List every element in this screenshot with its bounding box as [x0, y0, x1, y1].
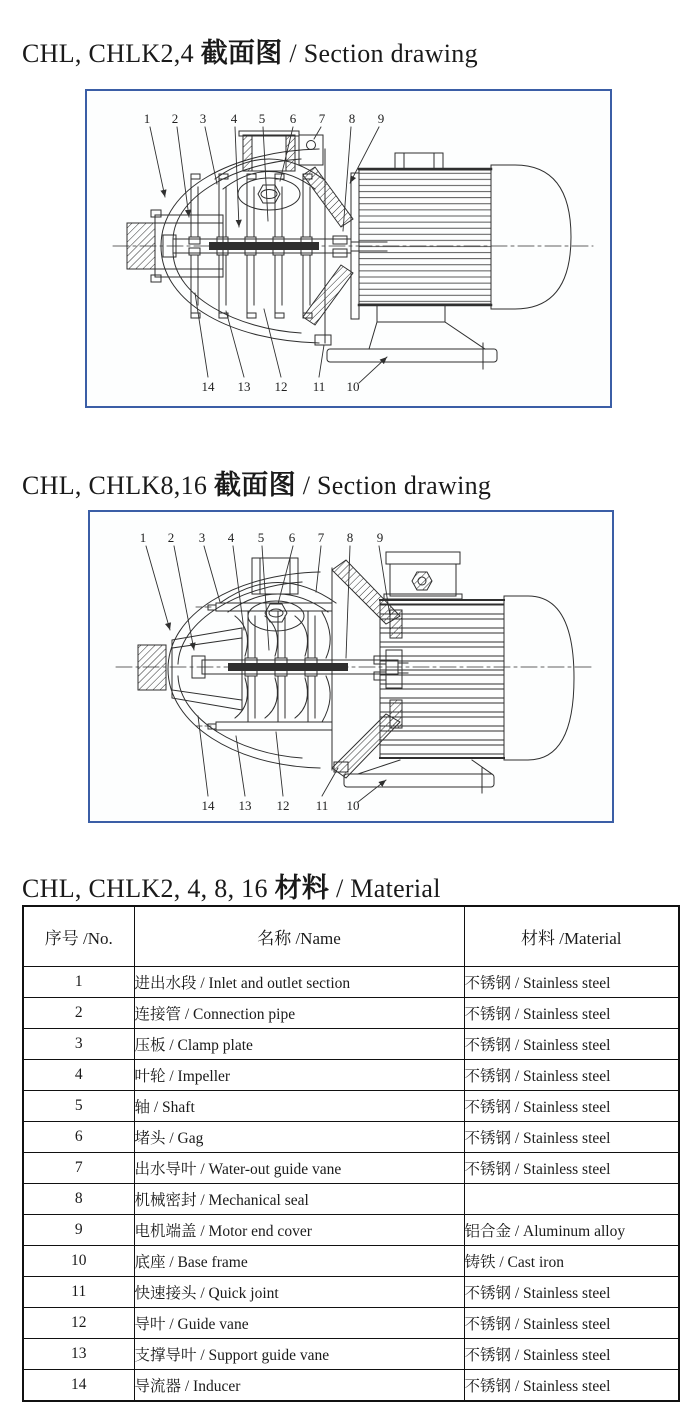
- section-drawing-816: [90, 512, 612, 821]
- table-row: [23, 1029, 679, 1060]
- callout-9: 9: [376, 530, 384, 545]
- table-row: [23, 1122, 679, 1153]
- callout-14: 14: [201, 379, 215, 394]
- row-material: 不锈钢 / Stainless steel: [464, 1029, 679, 1060]
- row-no: 8: [23, 1184, 134, 1215]
- callout-2: 2: [167, 530, 175, 545]
- callout-8: 8: [348, 111, 356, 126]
- row-name: 叶轮 / Impeller: [134, 1060, 464, 1091]
- table-row: [23, 1060, 679, 1091]
- callout-4: 4: [230, 111, 238, 126]
- row-material: 不锈钢 / Stainless steel: [464, 1277, 679, 1308]
- title-model: CHL, CHLK2,4: [22, 39, 201, 68]
- title-cn: 截面图: [200, 38, 283, 68]
- base-frame: [327, 305, 497, 369]
- section-title-chl24: [22, 31, 478, 70]
- table-row: [23, 1246, 679, 1277]
- row-name: 出水导叶 / Water-out guide vane: [134, 1153, 464, 1184]
- callout-11: 11: [315, 798, 329, 813]
- table-row: [23, 1339, 679, 1370]
- row-name: 快速接头 / Quick joint: [134, 1277, 464, 1308]
- title-cn: 材料: [274, 873, 330, 903]
- row-material: 铝合金 / Aluminum alloy: [464, 1215, 679, 1246]
- callout-8: 8: [346, 530, 354, 545]
- row-name: 底座 / Base frame: [134, 1246, 464, 1277]
- row-material: 铸铁 / Cast iron: [464, 1246, 679, 1277]
- col-header-no: 序号 /No.: [23, 906, 134, 967]
- col-header-name: 名称 /Name: [134, 906, 464, 967]
- shaft: [192, 656, 408, 680]
- row-material: 不锈钢 / Stainless steel: [464, 967, 679, 998]
- row-name: 堵头 / Gag: [134, 1122, 464, 1153]
- row-name: 进出水段 / Inlet and outlet section: [134, 967, 464, 998]
- title-en: / Section drawing: [295, 471, 492, 500]
- row-material: 不锈钢 / Stainless steel: [464, 1122, 679, 1153]
- title-en: / Section drawing: [282, 39, 478, 68]
- callout-6: 6: [288, 530, 296, 545]
- section-title-chl816: [22, 463, 491, 502]
- row-no: 13: [23, 1339, 134, 1370]
- row-name: 电机端盖 / Motor end cover: [134, 1215, 464, 1246]
- row-no: 12: [23, 1308, 134, 1339]
- section-drawing-816-frame: [88, 510, 614, 823]
- callout-13: 13: [237, 379, 251, 394]
- col-header-material: 材料 /Material: [464, 906, 679, 967]
- callout-3: 3: [198, 530, 206, 545]
- row-no: 5: [23, 1091, 134, 1122]
- callout-4: 4: [227, 530, 235, 545]
- callout-3: 3: [199, 111, 207, 126]
- callout-14: 14: [201, 798, 215, 813]
- row-name: 支撑导叶 / Support guide vane: [134, 1339, 464, 1370]
- table-row: [23, 1153, 679, 1184]
- callout-7: 7: [318, 111, 326, 126]
- row-material: [464, 1184, 679, 1215]
- row-material: 不锈钢 / Stainless steel: [464, 1370, 679, 1402]
- callout-13: 13: [238, 798, 252, 813]
- table-row: [23, 1215, 679, 1246]
- row-material: 不锈钢 / Stainless steel: [464, 1060, 679, 1091]
- table-row: [23, 1370, 679, 1402]
- row-name: 导叶 / Guide vane: [134, 1308, 464, 1339]
- callout-6: 6: [289, 111, 297, 126]
- row-no: 7: [23, 1153, 134, 1184]
- callout-12: 12: [276, 798, 290, 813]
- section-title-material: [22, 866, 441, 905]
- motor: [359, 153, 571, 309]
- row-no: 1: [23, 967, 134, 998]
- row-no: 14: [23, 1370, 134, 1402]
- quick-joint: [315, 335, 331, 345]
- base-frame: [344, 760, 494, 793]
- section-drawing-24: [87, 91, 610, 406]
- motor: [380, 552, 574, 760]
- callout-10: 10: [346, 798, 360, 813]
- section-drawing-24-frame: [85, 89, 612, 408]
- callout-1: 1: [143, 111, 151, 126]
- title-cn: 截面图: [213, 470, 296, 500]
- table-row: [23, 1308, 679, 1339]
- row-no: 4: [23, 1060, 134, 1091]
- inlet-pipe: [138, 628, 242, 710]
- row-name: 连接管 / Connection pipe: [134, 998, 464, 1029]
- callout-12: 12: [274, 379, 288, 394]
- callout-1: 1: [139, 530, 147, 545]
- motor-end-cover: [303, 167, 359, 345]
- title-model: CHL, CHLK8,16: [22, 471, 214, 500]
- row-no: 6: [23, 1122, 134, 1153]
- table-header-row: [23, 906, 679, 967]
- row-material: 不锈钢 / Stainless steel: [464, 1339, 679, 1370]
- row-no: 2: [23, 998, 134, 1029]
- row-no: 3: [23, 1029, 134, 1060]
- title-model: CHL, CHLK2, 4, 8, 16: [22, 874, 275, 903]
- callout-5: 5: [257, 530, 265, 545]
- row-no: 9: [23, 1215, 134, 1246]
- material-table: [22, 905, 680, 1402]
- row-name: 导流器 / Inducer: [134, 1370, 464, 1402]
- callout-7: 7: [317, 530, 325, 545]
- table-row: [23, 998, 679, 1029]
- callout-9: 9: [377, 111, 385, 126]
- table-row: [23, 967, 679, 998]
- table-row: [23, 1184, 679, 1215]
- terminal-box: [384, 552, 462, 599]
- row-name: 轴 / Shaft: [134, 1091, 464, 1122]
- row-material: 不锈钢 / Stainless steel: [464, 1153, 679, 1184]
- row-material: 不锈钢 / Stainless steel: [464, 998, 679, 1029]
- callout-10: 10: [346, 379, 360, 394]
- callout-11: 11: [312, 379, 326, 394]
- title-en: / Material: [329, 874, 441, 903]
- row-no: 10: [23, 1246, 134, 1277]
- row-material: 不锈钢 / Stainless steel: [464, 1308, 679, 1339]
- row-material: 不锈钢 / Stainless steel: [464, 1091, 679, 1122]
- material-table-body: [23, 967, 679, 1402]
- callout-5: 5: [258, 111, 266, 126]
- row-no: 11: [23, 1277, 134, 1308]
- row-name: 机械密封 / Mechanical seal: [134, 1184, 464, 1215]
- table-row: [23, 1091, 679, 1122]
- row-name: 压板 / Clamp plate: [134, 1029, 464, 1060]
- table-row: [23, 1277, 679, 1308]
- callout-2: 2: [171, 111, 179, 126]
